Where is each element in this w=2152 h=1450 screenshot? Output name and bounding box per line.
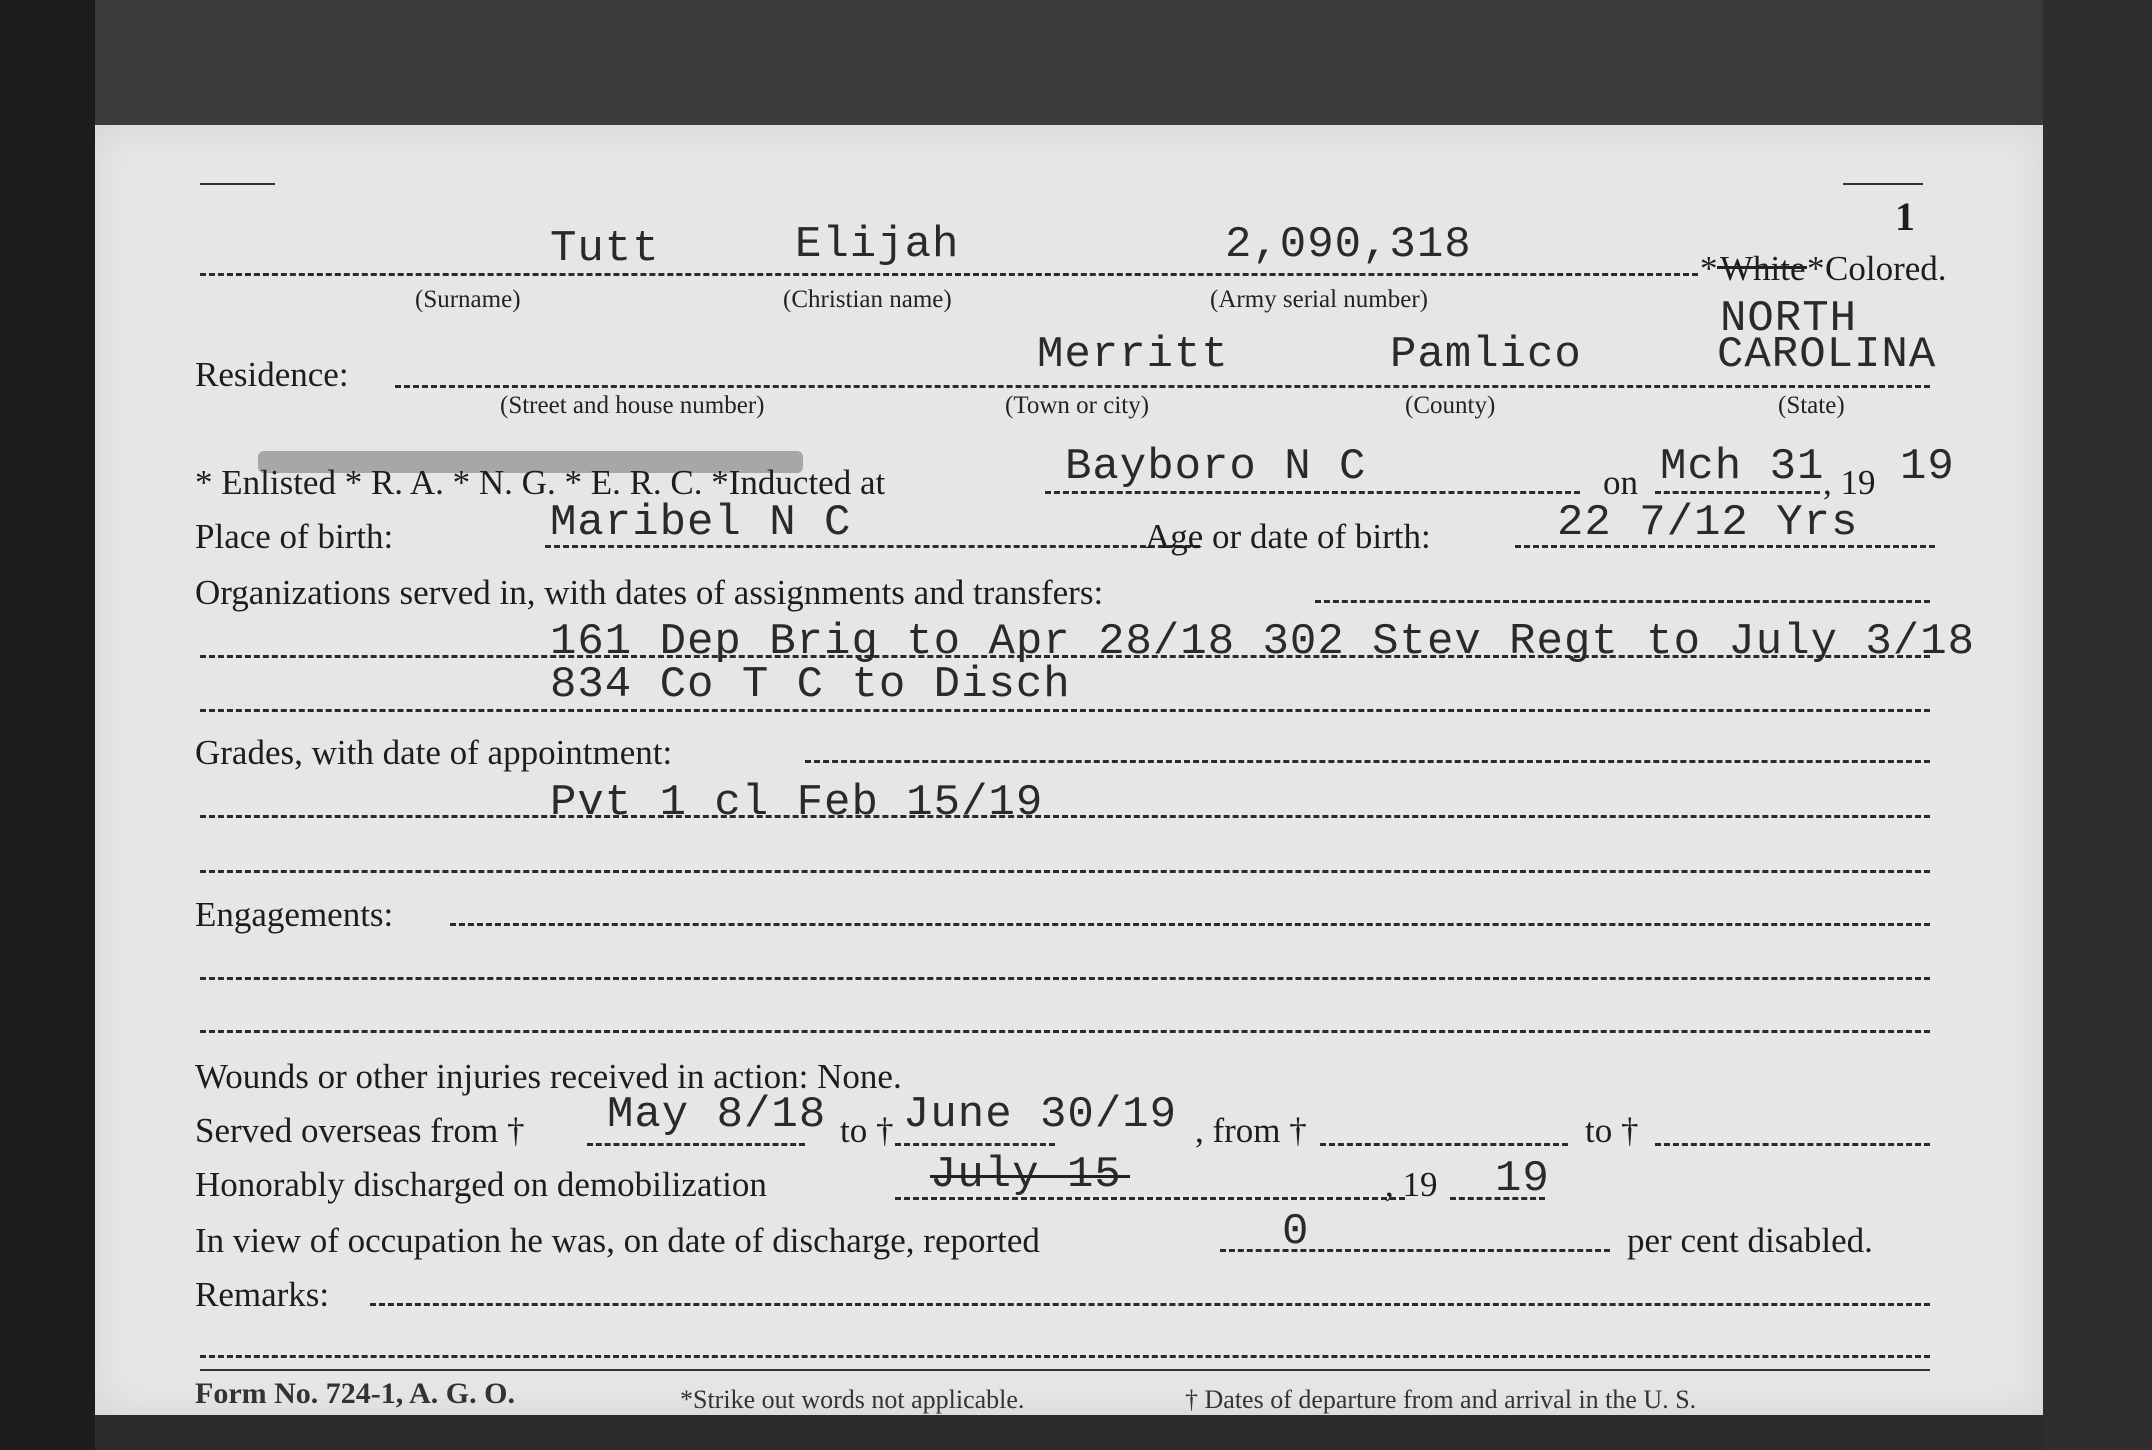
serial-number-value: 2,090,318: [1225, 220, 1472, 270]
race-colored: Colored.: [1825, 249, 1947, 288]
discharge-year-prefix: , 19: [1385, 1165, 1438, 1204]
grades-label-line: [805, 760, 1930, 763]
induction-place: Bayboro N C: [1065, 442, 1367, 492]
disability-line: [1220, 1249, 1610, 1252]
induction-date-line: [1655, 491, 1820, 494]
induction-on-label: on: [1603, 463, 1638, 502]
organizations-line2-rule: [200, 709, 1930, 712]
induction-year: 19: [1900, 442, 1955, 492]
race-white-struck: White: [1720, 249, 1806, 288]
organizations-line1: 161 Dep Brig to Apr 28/18 302 Stev Regt to July 3/18: [550, 617, 1976, 667]
bottom-rule: [200, 1369, 1930, 1371]
discharge-date-strike: [930, 1175, 1130, 1178]
name-line: [200, 273, 1698, 276]
discharge-year: 19: [1495, 1154, 1550, 1204]
scan-background-left: [0, 0, 95, 1450]
grades-line1: Pvt 1 cl Feb 15/19: [550, 778, 1044, 828]
caption-surname: (Surname): [415, 286, 521, 313]
disability-label: In view of occupation he was, on date of discharge, reported: [195, 1221, 1040, 1260]
footnote-dates: † Dates of departure from and arrival in the U. S.: [1185, 1385, 1697, 1414]
birthplace-label: Place of birth:: [195, 517, 394, 556]
caption-state: (State): [1778, 392, 1845, 419]
scan-background-right: [2043, 0, 2152, 1450]
footnote-strike-out: *Strike out words not applicable.: [680, 1385, 1025, 1414]
overseas-from2-line: [1320, 1143, 1568, 1146]
induction-label: * Enlisted * R. A. * N. G. * E. R. C. *Inducted at: [195, 463, 886, 502]
residence-line: [395, 385, 1930, 388]
engagements-line2: [200, 977, 1930, 980]
residence-state-line2: CAROLINA: [1717, 330, 1937, 380]
caption-county: (County): [1405, 392, 1496, 419]
age-label: Age or date of birth:: [1145, 517, 1431, 556]
residence-county: Pamlico: [1390, 330, 1582, 380]
grades-line2-rule: [200, 870, 1930, 873]
organizations-line1-rule: [200, 655, 1930, 658]
grades-label: Grades, with date of appointment:: [195, 733, 673, 772]
scan-background-top: [0, 0, 2152, 125]
surname-value: Tutt: [550, 224, 660, 274]
age-value: 22 7/12 Yrs: [1557, 498, 1859, 548]
overseas-from-label: Served overseas from †: [195, 1111, 525, 1150]
remarks-line1: [370, 1303, 1930, 1306]
organizations-label: Organizations served in, with dates of assignments and transfers:: [195, 573, 1104, 612]
overseas-to2-label: to †: [1585, 1111, 1639, 1150]
age-line: [1515, 545, 1935, 548]
birthplace-value: Maribel N C: [550, 498, 852, 548]
overseas-to2-line: [1655, 1143, 1930, 1146]
organizations-line2: 834 Co T C to Disch: [550, 660, 1071, 710]
overseas-to-label: to †: [840, 1111, 894, 1150]
birthplace-line: [545, 545, 1200, 548]
overseas-from-line: [587, 1143, 805, 1146]
discharge-date: July 15: [930, 1150, 1122, 1200]
engagements-label: Engagements:: [195, 895, 394, 934]
corner-mark-right: [1843, 183, 1923, 185]
discharge-date-line: [895, 1197, 1405, 1200]
race-white-strike: [1717, 266, 1807, 269]
christian-name-value: Elijah: [795, 220, 960, 270]
grades-line1-rule: [200, 815, 1930, 818]
wounds-label: Wounds or other injuries received in action: None.: [195, 1057, 902, 1096]
overseas-to-date: June 30/19: [903, 1090, 1178, 1140]
discharge-label: Honorably discharged on demobilization: [195, 1165, 767, 1204]
service-record-card: [95, 125, 2043, 1415]
caption-serial-number: (Army serial number): [1210, 286, 1428, 313]
caption-town: (Town or city): [1005, 392, 1150, 419]
residence-state-line1: NORTH: [1720, 294, 1858, 344]
overseas-from-date: May 8/18: [607, 1090, 827, 1140]
disability-value: 0: [1282, 1207, 1310, 1257]
race-separator: *: [1807, 249, 1825, 288]
overseas-to-line: [895, 1143, 1055, 1146]
race-prefix: *: [1700, 249, 1718, 288]
card-number: 1: [1895, 194, 1915, 239]
induction-date: Mch 31: [1660, 442, 1825, 492]
organizations-label-line: [1315, 600, 1930, 603]
remarks-label: Remarks:: [195, 1275, 330, 1314]
residence-label: Residence:: [195, 355, 349, 394]
induction-year-prefix: , 19: [1823, 463, 1876, 502]
residence-town: Merritt: [1037, 330, 1229, 380]
caption-christian-name: (Christian name): [783, 286, 952, 313]
form-number: Form No. 724-1, A. G. O.: [195, 1377, 515, 1410]
overseas-from2-label: , from †: [1195, 1111, 1307, 1150]
disability-suffix: per cent disabled.: [1627, 1221, 1873, 1260]
remarks-line2: [200, 1355, 1930, 1358]
caption-street: (Street and house number): [500, 392, 765, 419]
induction-place-line: [1045, 491, 1580, 494]
engagements-line1: [450, 923, 1930, 926]
corner-mark-left: [200, 183, 275, 185]
engagements-line3: [200, 1030, 1930, 1033]
